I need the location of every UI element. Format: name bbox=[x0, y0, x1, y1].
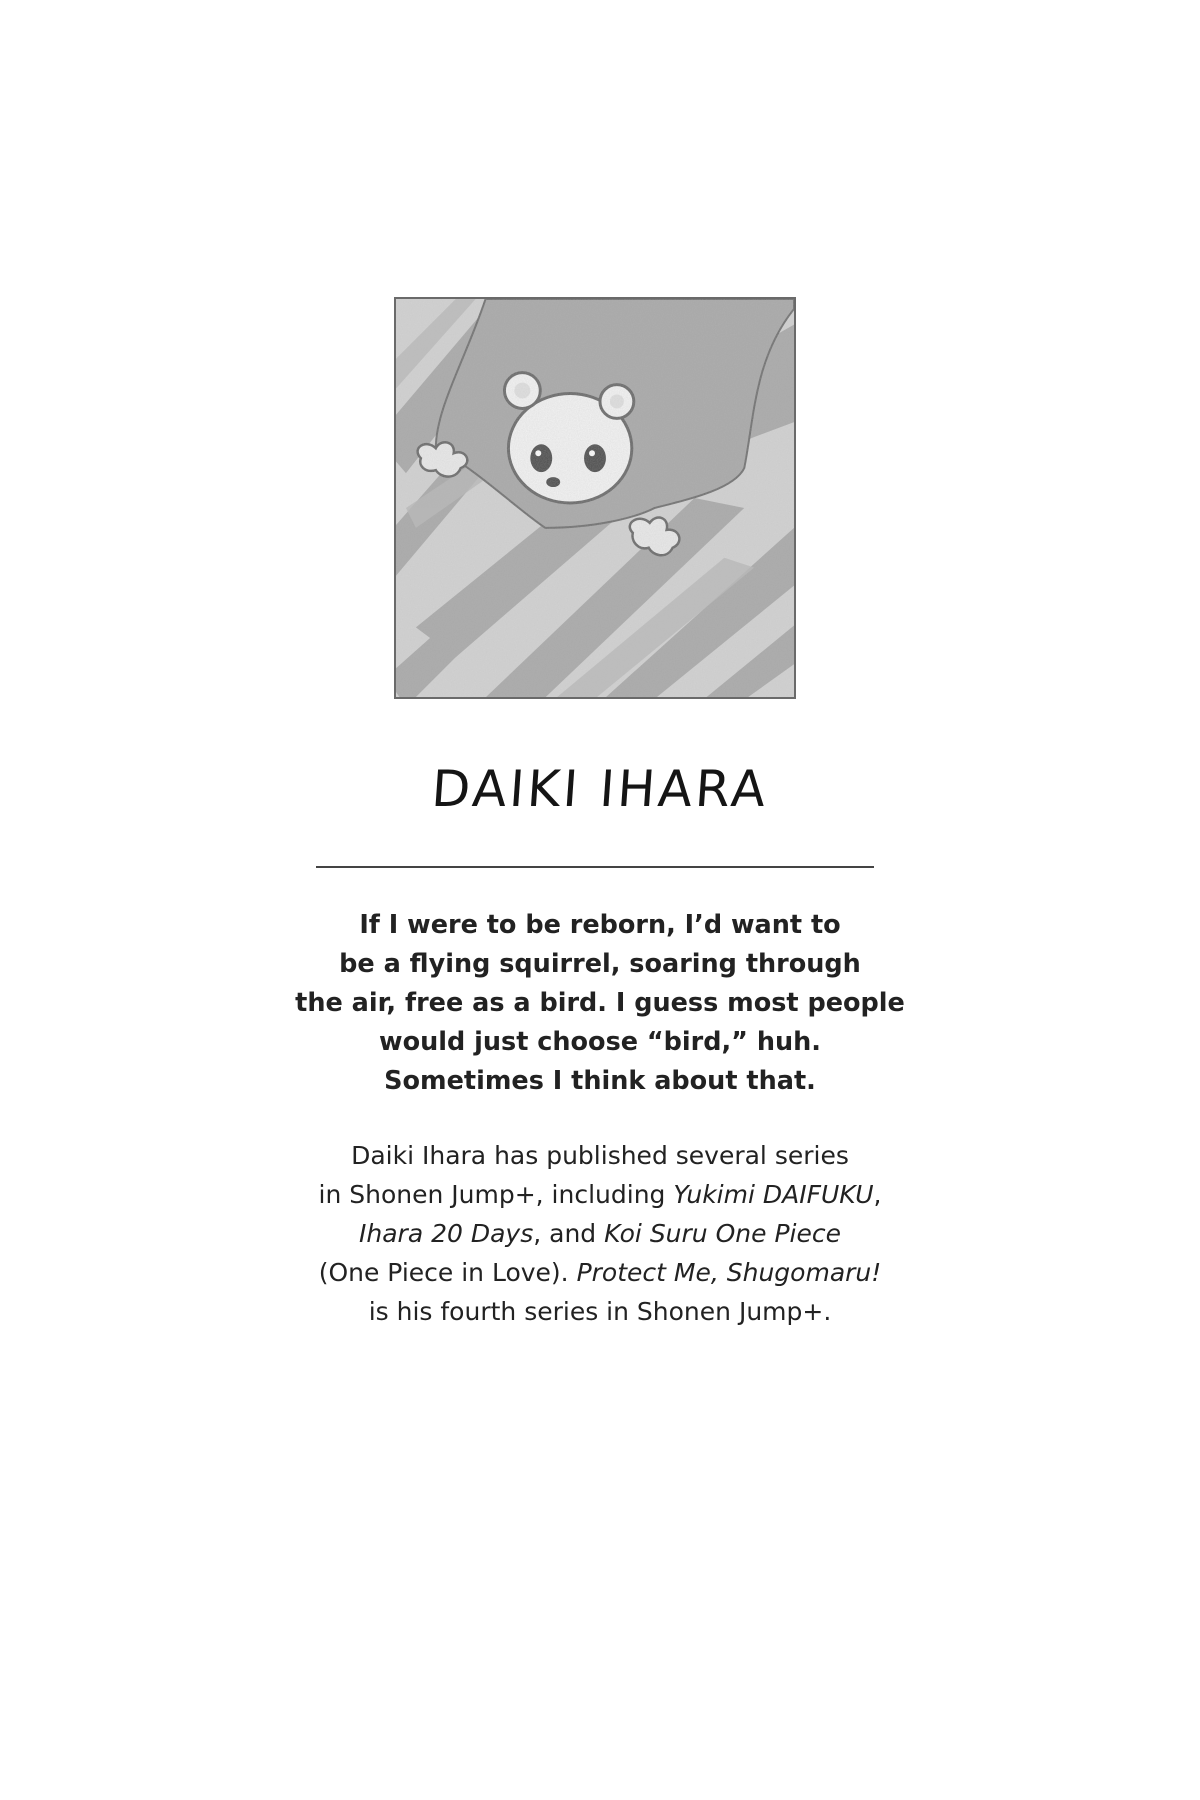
bio-line bbox=[250, 1292, 950, 1331]
quote-line: be a flying squirrel, soaring through bbox=[339, 949, 861, 979]
author-illustration bbox=[394, 297, 796, 699]
author-quote bbox=[250, 906, 950, 1101]
flying-squirrel-icon bbox=[396, 299, 794, 697]
quote-line: If I were to be reborn, I’d want to bbox=[359, 910, 841, 940]
bio-text: is his fourth series in Shonen Jump+. bbox=[368, 1297, 832, 1326]
bio-text: (One Piece in Love). bbox=[318, 1258, 577, 1287]
bio-line bbox=[250, 1136, 950, 1175]
bio-text: Daiki Ihara has published several series bbox=[351, 1141, 849, 1170]
bio-text: , and bbox=[533, 1219, 605, 1248]
bio-line bbox=[250, 1253, 950, 1292]
series-title: Ihara 20 Days bbox=[359, 1219, 534, 1248]
series-title: Protect Me, Shugomaru! bbox=[576, 1258, 882, 1287]
bio-line bbox=[250, 1214, 950, 1253]
quote-line: Sometimes I think about that. bbox=[384, 1066, 816, 1096]
bio-text: in Shonen Jump+, including bbox=[318, 1180, 674, 1209]
bio-line bbox=[250, 1175, 950, 1214]
bio-text: , bbox=[873, 1180, 882, 1209]
series-title: Koi Suru One Piece bbox=[604, 1219, 841, 1248]
series-title: Yukimi DAIFUKU bbox=[673, 1180, 874, 1209]
divider bbox=[316, 866, 874, 868]
author-bio bbox=[250, 1136, 950, 1331]
quote-line: would just choose “bird,” huh. bbox=[379, 1027, 821, 1057]
author-name: DAIKI IHARA bbox=[429, 760, 771, 818]
quote-line: the air, free as a bird. I guess most people bbox=[295, 988, 905, 1018]
